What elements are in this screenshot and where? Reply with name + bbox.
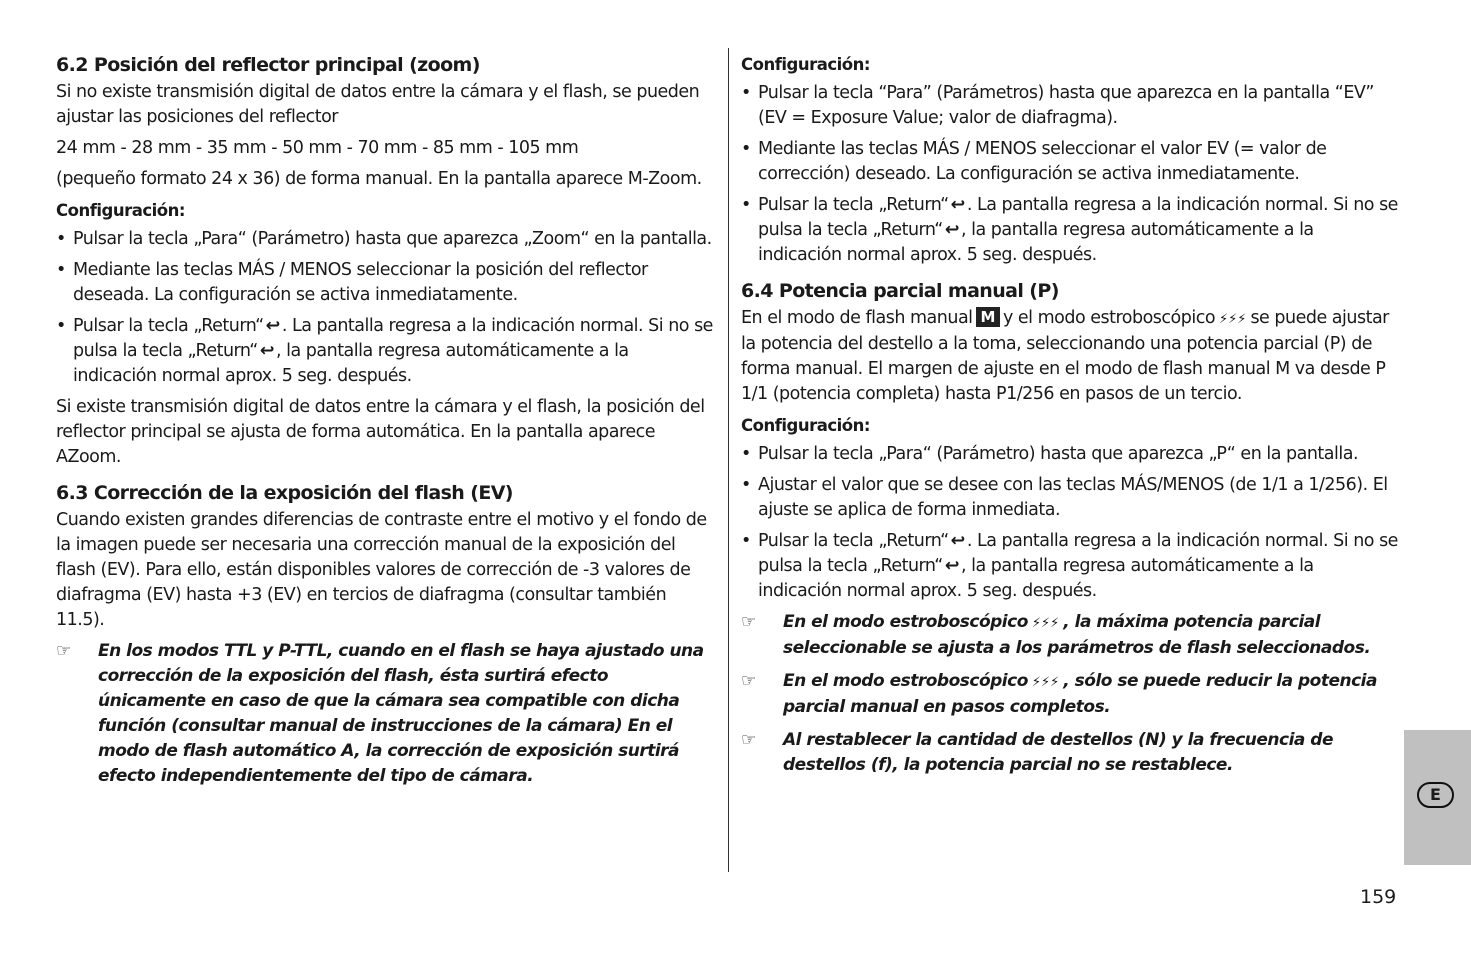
manual-mode-icon: M [976,307,1000,327]
config-heading: Configuración: [741,416,870,435]
return-icon: ↩ [950,531,965,551]
section-title: 6.3 Corrección de la exposición del flash (EV) [56,482,513,504]
left-column [56,52,716,799]
pointing-hand-icon: ☞ [56,641,71,661]
return-icon: ↩ [259,341,274,361]
paragraph: (pequeño formato 24 x 36) de forma manual. En la pantalla aparece M-Zoom. [56,169,702,189]
pointing-hand-icon: ☞ [741,612,756,632]
return-icon: ↩ [950,195,965,215]
section-6-2 [56,52,716,470]
config-heading: Configuración: [56,201,185,220]
paragraph: Si existe transmisión digital de datos entre la cámara y el flash, la posición del reflector principal se ajusta de forma automática. En la pantalla aparece AZoom. [56,397,705,467]
section-6-3 [56,480,716,789]
list-item: • Pulsar la tecla „Return“ ↩ . La pantalla regresa a la indicación normal. Si no se pulsa la tecla „Return“ ↩ , la pantalla regresa automáticamente a la indicación normal aprox. 5 seg. después. [56,314,716,389]
note: ☞ En los modos TTL y P-TTL, cuando en el flash se haya ajustado una corrección de la exposición del flash, ésta surtirá efecto únicamente en caso de que la cámara sea compatible con dicha función (consultar manual de instrucciones de la cámara) En el modo de flash automático A, la corrección de exposición surtirá efecto independientemente del tipo de cámara. [56,641,704,786]
return-icon: ↩ [944,556,959,576]
column-divider [728,48,729,872]
return-icon: ↩ [944,220,959,240]
list-item: • Ajustar el valor que se desee con las teclas MÁS/MENOS (de 1/1 a 1/256). El ajuste se aplica de forma inmediata. [741,473,1401,523]
page-number: 159 [1360,886,1397,908]
language-tab-label: E [1417,782,1454,808]
bullet-list [741,442,1401,604]
section-6-3-continued [741,52,1401,268]
paragraph: 24 mm - 28 mm - 35 mm - 50 mm - 70 mm - 85 mm - 105 mm [56,138,579,158]
pointing-hand-icon: ☞ [741,730,756,750]
note: ☞ En el modo estroboscópico ⚡⚡⚡ , la máxima potencia parcial seleccionable se ajusta a los parámetros de flash seleccionados. [741,612,1371,658]
list-item: • Pulsar la tecla “Para” (Parámetros) hasta que aparezca en la pantalla “EV” (EV = Exposure Value; valor de diafragma). [741,81,1401,131]
list-item: • Pulsar la tecla „Return“ ↩ . La pantalla regresa a la indicación normal. Si no se pulsa la tecla „Return“ ↩ , la pantalla regresa automáticamente a la indicación normal aprox. 5 seg. después. [741,193,1401,268]
paragraph: Cuando existen grandes diferencias de contraste entre el motivo y el fondo de la imagen puede ser necesaria una corrección manual de la exposición del flash (EV). Para ello, están disponibles valores de corrección de -3 valores de diafragma (EV) hasta +3 (EV) en tercios de diafragma (consultar también 11.5). [56,510,707,630]
language-tab [1404,730,1471,865]
bullet-list [56,227,716,389]
note: ☞ En el modo estroboscópico ⚡⚡⚡ , sólo se puede reducir la potencia parcial manual en pasos completos. [741,671,1377,717]
strobe-icon: ⚡⚡⚡ [1031,675,1060,690]
right-column [741,52,1401,788]
section-title: 6.2 Posición del reflector principal (zoom) [56,54,480,76]
paragraph: Si no existe transmisión digital de datos entre la cámara y el flash, se pueden ajustar las posiciones del reflector [56,82,700,127]
return-icon: ↩ [265,316,280,336]
pointing-hand-icon: ☞ [741,671,756,691]
list-item: • Pulsar la tecla „Return“ ↩ . La pantalla regresa a la indicación normal. Si no se pulsa la tecla „Return“ ↩ , la pantalla regresa automáticamente a la indicación normal aprox. 5 seg. después. [741,529,1401,604]
list-item: • Mediante las teclas MÁS / MENOS seleccionar el valor EV (= valor de corrección) deseado. La configuración se activa inmediatamente. [741,137,1401,187]
config-heading: Configuración: [741,55,870,74]
list-item: • Pulsar la tecla „Para“ (Parámetro) hasta que aparezca „Zoom“ en la pantalla. [56,227,716,252]
list-item: • Pulsar la tecla „Para“ (Parámetro) hasta que aparezca „P“ en la pantalla. [741,442,1401,467]
strobe-icon: ⚡⚡⚡ [1031,616,1060,631]
section-6-4 [741,278,1401,778]
strobe-icon: ⚡⚡⚡ [1219,312,1247,327]
bullet-list [741,81,1401,268]
list-item: • Mediante las teclas MÁS / MENOS seleccionar la posición del reflector deseada. La configuración se activa inmediatamente. [56,258,716,308]
note: ☞ Al restablecer la cantidad de destellos (N) y la frecuencia de destellos (f), la potencia parcial no se restablece. [741,730,1333,775]
paragraph: En el modo de flash manual M y el modo estroboscópico ⚡⚡⚡ se puede ajustar la potencia del destello a la toma, seleccionando una potencia parcial (P) de forma manual. El margen de ajuste en el modo de flash manual M va desde P 1/1 (potencia completa) hasta P1/256 en pasos de un tercio. [741,308,1389,404]
section-title: 6.4 Potencia parcial manual (P) [741,280,1059,302]
